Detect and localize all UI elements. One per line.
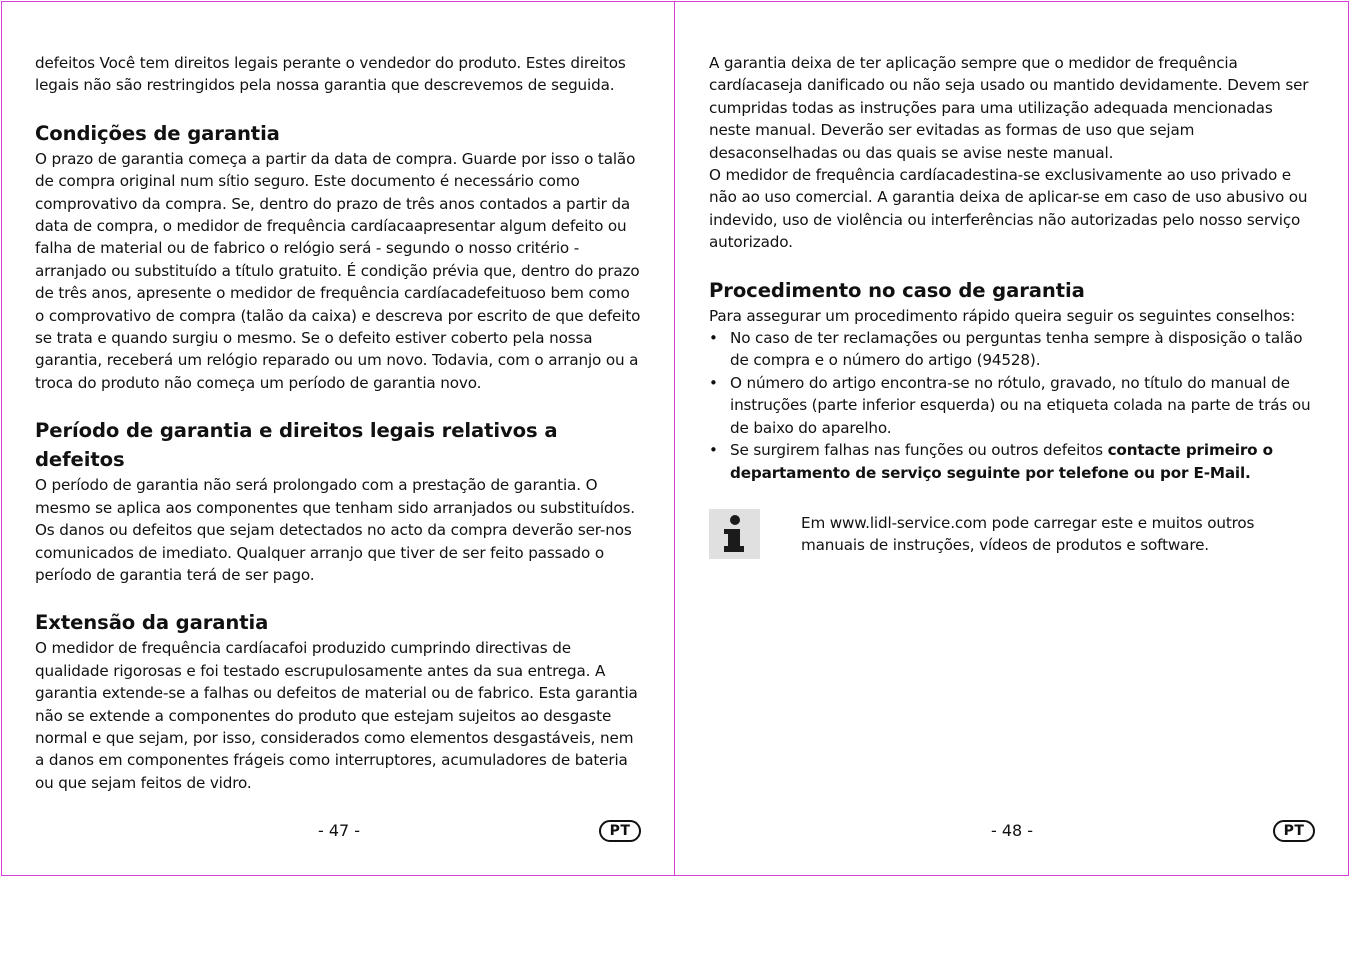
section-heading-period: Período de garantia e direitos legais relativos a defeitos: [35, 419, 558, 472]
info-note: [709, 509, 1315, 569]
info-text: Em www.lidl-service.com pode carregar este e muitos outros manuais de instruções, vídeos de produtos e software.: [801, 513, 1255, 555]
procedure-lead: Para assegurar um procedimento rápido queira seguir os seguintes conselhos:: [709, 306, 1296, 325]
list-item: • O número do artigo encontra-se no rótulo, gravado, no título do manual de instruções (parte inferior esquerda) ou na etiqueta colada na parte de trás ou de baixo do aparelho.: [709, 372, 1315, 439]
section-heading-conditions: Condições de garantia: [35, 121, 280, 145]
section-body-period: O período de garantia não será prolongado com a prestação de garantia. O mesmo se aplica aos componentes que tenham sido arranjados ou substituídos. Os danos ou defeitos que sejam detectados no acto da compra deverão ser-nos comunicados de imediato. Qualquer arranjo que tiver de ser feito passado o período de garantia terá de ser pago.: [35, 476, 635, 584]
list-item: [709, 439, 1315, 484]
list-item-text: Se surgirem falhas nas funções ou outros defeitos: [730, 441, 1108, 460]
intro-paragraph: A garantia deixa de ter aplicação sempre que o medidor de frequência cardíacaseja danificado ou não seja usado ou mantido devidamente. Devem ser cumpridas todas as instruções para uma utilização adequada mencionadas neste manual. Deverão ser evitadas as formas de uso que sejam desaconselhadas ou das quais se avise neste manual.: [709, 54, 1309, 162]
section-heading-extension: Extensão da garantia: [35, 611, 269, 635]
page-number: - 48 -: [991, 821, 1034, 840]
left-column: [35, 52, 641, 794]
page-number: - 47 -: [318, 821, 361, 840]
left-page: [1, 1, 675, 876]
intro-paragraph: O medidor de frequência cardíacadestina-se exclusivamente ao uso privado e não ao uso comercial. A garantia deixa de aplicar-se em caso de uso abusivo ou indevido, uso de violência ou interferências não autorizadas pelo nosso serviço autorizado.: [709, 166, 1308, 252]
section-body-extension: O medidor de frequência cardíacafoi produzido cumprindo directivas de qualidade rigorosas e foi testado escrupulosamente antes da sua entrega. A garantia extende-se a falhas ou defeitos de material ou de fabrico. Esta garantia não se extende a componentes do produto que estejam sujeitos ao desgaste normal e que sejam, por isso, considerados como elementos desgastáveis, nem a danos em componentes frágeis como interruptores, acumuladores de bateria ou que sejam feitos de vidro.: [35, 639, 638, 792]
procedure-list: [709, 327, 1315, 484]
language-badge: PT: [599, 820, 641, 842]
language-badge: PT: [1273, 820, 1315, 842]
section-body-conditions: O prazo de garantia começa a partir da data de compra. Guarde por isso o talão de compra original num sítio seguro. Este documento é necessário como comprovativo da compra. Se, dentro do prazo de três anos contados a partir da data de compra, o medidor de frequência cardíacaapresentar algum defeito ou falha de material ou de fabrico o relógio será - segundo o nosso critério - arranjado ou substituído a título gratuito. É condição prévia que, dentro do prazo de três anos, apresente o medidor de frequência cardíacadefeituoso bem como o comprovativo de compra (talão da caixa) e descreva por escrito de que defeito se trata e quando surgiu o mesmo. Se o defeito estiver coberto pela nossa garantia, receberá um relógio reparado ou um novo. Todavia, com o arranjo ou a troca do produto não começa um período de garantia novo.: [35, 149, 641, 392]
intro-paragraph: defeitos Você tem direitos legais perante o vendedor do produto. Estes direitos legais não são restringidos pela nossa garantia que descrevemos de seguida.: [35, 54, 626, 95]
info-icon: [709, 509, 760, 559]
section-heading-procedure: Procedimento no caso de garantia: [709, 278, 1085, 302]
list-item: • No caso de ter reclamações ou perguntas tenha sempre à disposição o talão de compra e o número do artigo (94528).: [709, 327, 1315, 372]
list-item-emphasis: contacte primeiro o departamento de serviço seguinte por telefone ou por E-Mail.: [730, 441, 1273, 482]
right-page: [674, 1, 1349, 876]
right-column: [709, 52, 1315, 569]
